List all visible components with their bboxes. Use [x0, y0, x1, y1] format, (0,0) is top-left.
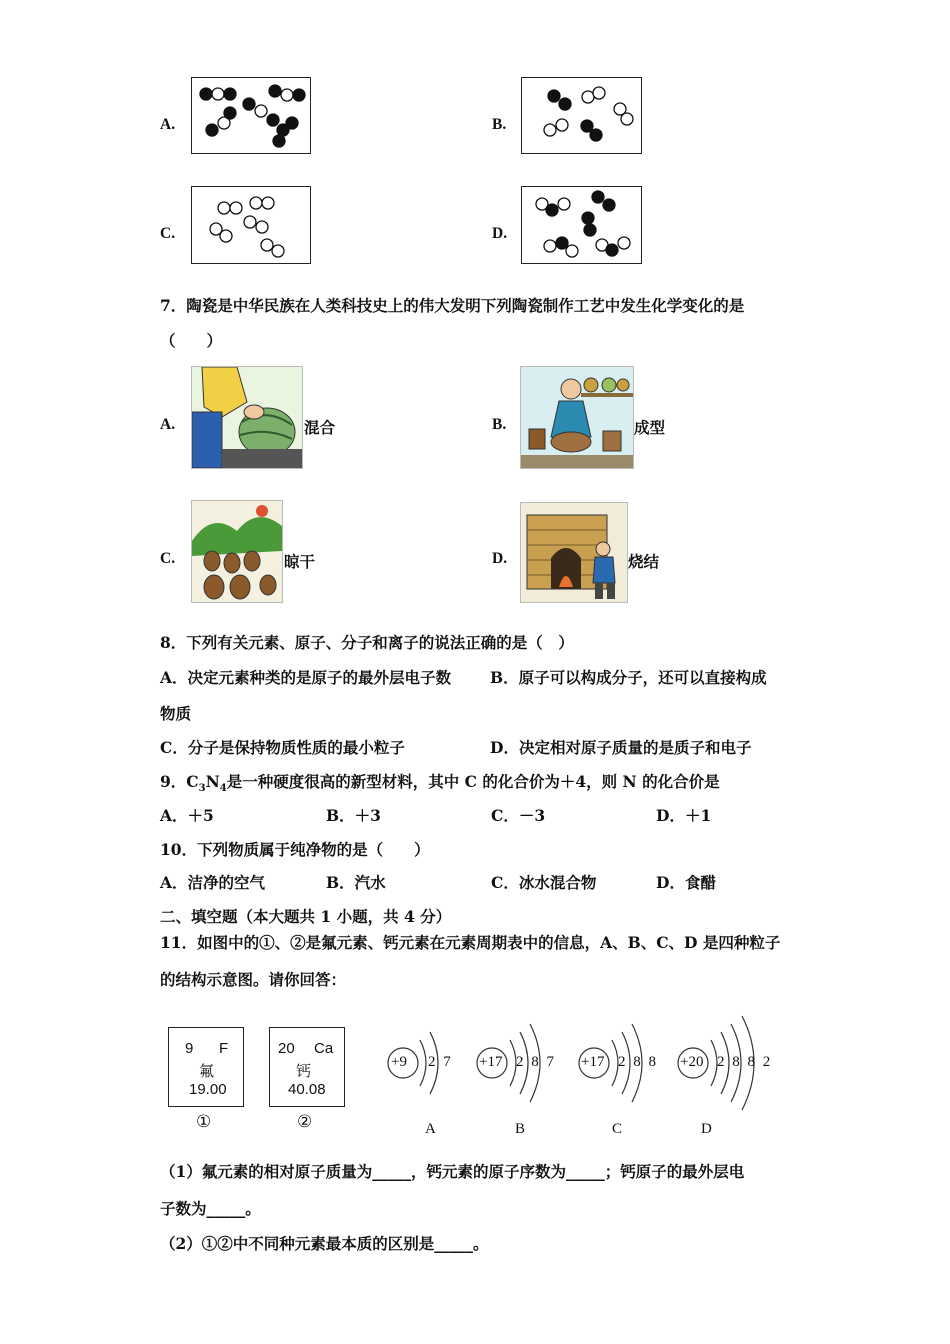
element-name: 钙	[296, 1062, 312, 1080]
element-cell-calcium	[269, 1027, 345, 1107]
q11-part-1-line-1: （1）氟元素的相对原子质量为_____，钙元素的原子序数为_____；钙原子的最外层电	[160, 1162, 745, 1181]
particle-b-shells: 2 8 7	[516, 1054, 556, 1070]
q9-stem: 9．$C_3N_4$是一种硬度很高的新型材料，其中 C 的化合价为＋4，则 N 的化合价是	[160, 772, 720, 795]
q10-option-b: B．汽水	[326, 873, 386, 892]
particle-d-nucleus: +20	[680, 1054, 704, 1070]
q8-option-a: A．决定元素种类的是原子的最外层电子数	[160, 668, 452, 687]
q7-option-c-letter: C.	[160, 550, 176, 567]
particle-c-shells: 2 8 8	[618, 1054, 658, 1070]
q8-option-d: D．决定相对原子质量的是质子和电子	[490, 738, 752, 757]
q6-option-c-letter: C.	[160, 225, 176, 242]
element-marker-1: ①	[196, 1112, 212, 1131]
molecule-diagram-c	[192, 187, 310, 263]
q7-option-b-caption: 成型	[634, 418, 666, 437]
q7-option-b-letter: B.	[492, 416, 507, 433]
element-number: 20	[278, 1040, 295, 1057]
q7-option-d-letter: D.	[492, 550, 508, 567]
element-cell-fluorine	[168, 1027, 244, 1107]
q7-option-c-caption: 晾干	[284, 552, 316, 571]
element-marker-2: ②	[297, 1112, 313, 1131]
section-2-title: 二、填空题（本大题共 1 小题，共 4 分）	[160, 907, 452, 926]
particle-a-nucleus: +9	[391, 1054, 407, 1070]
element-symbol: Ca	[314, 1040, 334, 1057]
particle-a-shells: 2 7	[428, 1054, 453, 1070]
q8-stem: 8．下列有关元素、原子、分子和离子的说法正确的是（ ）	[160, 633, 574, 652]
q11-stem-line-2: 的结构示意图。请你回答：	[160, 970, 347, 989]
q6-option-d-letter: D.	[492, 225, 508, 242]
q7-bracket: （ ）	[160, 331, 223, 350]
q7-stem: 7．陶瓷是中华民族在人类科技史上的伟大发明下列陶瓷制作工艺中发生化学变化的是	[160, 296, 745, 315]
q9-option-d: D．＋1	[656, 806, 712, 825]
q8-option-c: C．分子是保持物质性质的最小粒子	[160, 738, 405, 757]
particle-b-nucleus: +17	[479, 1054, 503, 1070]
q6-option-a-letter: A.	[160, 116, 176, 133]
q6-option-d-diagram	[521, 186, 642, 264]
particle-label-c: C	[612, 1121, 623, 1137]
pottery-drying-illustration	[191, 500, 283, 603]
particle-label-b: B	[515, 1121, 526, 1137]
molecule-diagram-d	[522, 187, 641, 263]
q6-option-c-diagram	[191, 186, 311, 264]
q10-option-c: C．冰水混合物	[491, 873, 597, 892]
q10-option-d: D．食醋	[656, 873, 716, 892]
q9-option-a: A．＋5	[160, 806, 214, 825]
molecule-diagram-b	[522, 78, 641, 153]
molecule-diagram-a	[192, 78, 310, 153]
element-symbol: F	[219, 1040, 229, 1057]
q7-option-a-letter: A.	[160, 416, 176, 433]
q7-option-a-caption: 混合	[304, 418, 336, 437]
q7-option-d-caption: 烧结	[628, 552, 660, 571]
pottery-firing-illustration	[520, 502, 628, 603]
q6-option-b-diagram	[521, 77, 642, 154]
q11-stem-line-1: 11．如图中的①、②是氟元素、钙元素在元素周期表中的信息，A、B、C、D 是四种粒子	[160, 933, 781, 952]
shell-arc-a-1	[420, 1040, 426, 1086]
pottery-shaping-illustration	[520, 366, 634, 469]
particle-label-a: A	[425, 1121, 436, 1137]
element-number: 9	[185, 1040, 194, 1057]
particle-label-d: D	[701, 1121, 712, 1137]
particle-c-nucleus: +17	[581, 1054, 605, 1070]
q8-option-b-continued: 物质	[160, 704, 192, 723]
q9-option-c: C．－3	[491, 806, 546, 825]
pottery-mixing-illustration	[191, 366, 303, 469]
element-name: 氟	[199, 1062, 215, 1080]
element-mass: 40.08	[288, 1081, 326, 1098]
q6-option-a-diagram	[191, 77, 311, 154]
q9-option-b: B．＋3	[326, 806, 381, 825]
q11-part-1-line-2: 子数为_____。	[160, 1199, 261, 1218]
q6-option-b-letter: B.	[492, 116, 507, 133]
element-mass: 19.00	[189, 1081, 227, 1098]
q11-part-2: （2）①②中不同种元素最本质的区别是_____。	[160, 1234, 489, 1253]
q10-stem: 10．下列物质属于纯净物的是（ ）	[160, 840, 430, 859]
q10-option-a: A．洁净的空气	[160, 873, 266, 892]
q8-option-b: B．原子可以构成分子，还可以直接构成	[490, 668, 767, 687]
particle-d-shells: 2 8 8 2	[717, 1054, 773, 1070]
